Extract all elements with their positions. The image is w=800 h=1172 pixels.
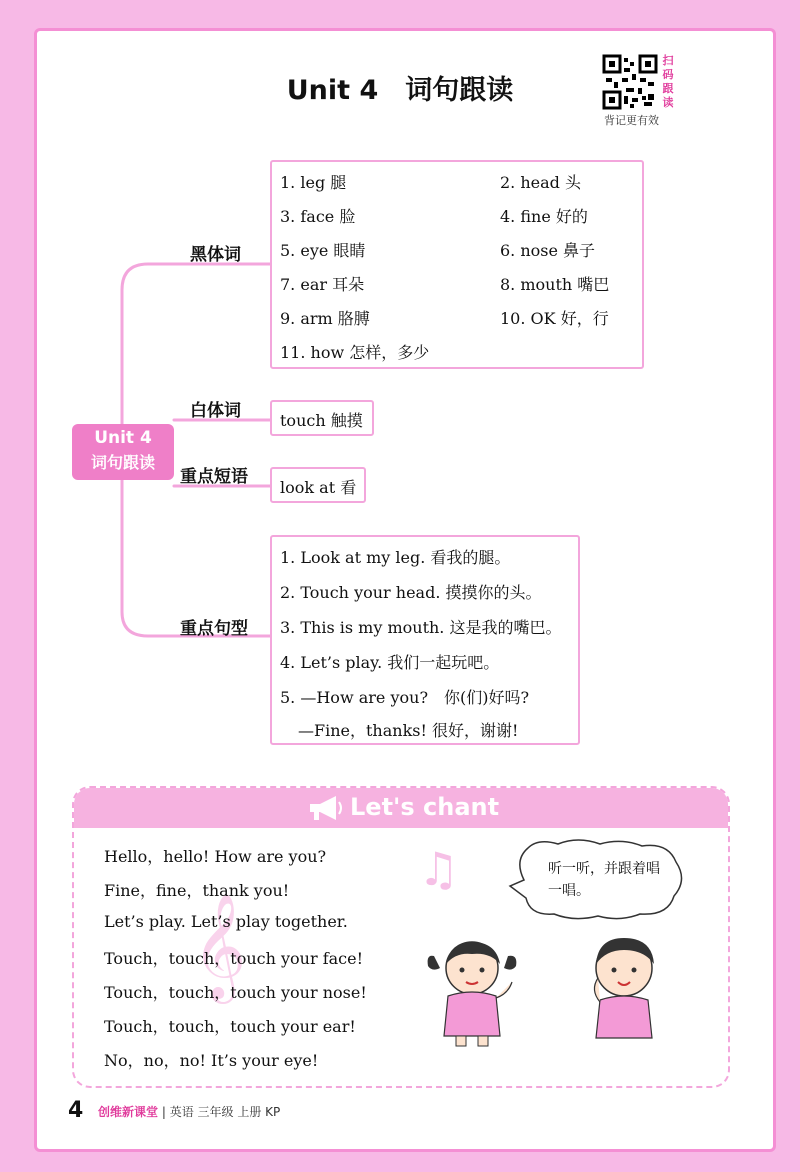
phrases-box xyxy=(270,467,366,503)
chant-line: No，no，no! It’s your eye! xyxy=(104,1051,319,1070)
chant-line: Touch，touch，touch your face! xyxy=(104,949,364,968)
footer-info xyxy=(98,1103,280,1120)
chant-line: Touch，touch，touch your ear! xyxy=(104,1017,356,1036)
word-item: 8. mouth 嘴巴 xyxy=(500,275,610,294)
chant-line: Fine，fine，thank you! xyxy=(104,881,290,900)
unit-badge xyxy=(72,424,174,480)
bold-words-box xyxy=(270,160,644,369)
boy-illustration xyxy=(580,930,670,1040)
chant-header xyxy=(74,788,728,828)
word-item: 10. OK 好，行 xyxy=(500,309,609,328)
footer-details: | 英语 三年级 上册 KP xyxy=(161,1105,281,1119)
speech-bubble-text: 听一听，并跟着唱一唱。 xyxy=(548,861,660,899)
chant-line: Hello，hello! How are you? xyxy=(104,847,327,866)
qr-label-char: 跟 xyxy=(662,82,674,95)
unit-badge-title: Unit 4 xyxy=(94,428,152,448)
page-number: 4 xyxy=(68,1098,84,1123)
qr-label-char: 扫 xyxy=(662,54,674,67)
word-item: 4. fine 好的 xyxy=(500,207,588,226)
phrase-item: look at 看 xyxy=(280,478,357,497)
word-item: 2. head 头 xyxy=(500,173,581,192)
qr-label-char: 读 xyxy=(662,96,674,109)
chant-line: Touch，touch，touch your nose! xyxy=(104,983,367,1002)
word-item: 7. ear 耳朵 xyxy=(280,275,365,294)
chant-title: Let's chant xyxy=(350,793,500,821)
sentence-item: 5. —How are you? 你(们)好吗? xyxy=(280,688,530,707)
megaphone-icon xyxy=(306,794,344,822)
branch-label-plain-words: 白体词 xyxy=(190,401,241,421)
word-item: touch 触摸 xyxy=(280,411,363,430)
branch-label-sentences: 重点句型 xyxy=(180,619,248,639)
branch-label-phrases: 重点短语 xyxy=(180,467,248,487)
chant-line: Let’s play. Let’s play together. xyxy=(104,912,348,931)
footer-brand: 创维新课堂 xyxy=(98,1105,159,1119)
qr-label-char: 码 xyxy=(662,68,674,81)
sentence-item: —Fine，thanks! 很好，谢谢! xyxy=(298,721,519,740)
sentence-item: 4. Let’s play. 我们一起玩吧。 xyxy=(280,653,500,672)
girl-illustration xyxy=(424,936,524,1048)
word-item: 5. eye 眼睛 xyxy=(280,241,366,260)
word-item: 3. face 脸 xyxy=(280,207,356,226)
unit-badge-subtitle: 词句跟读 xyxy=(90,453,155,472)
plain-words-box xyxy=(270,400,374,436)
sentence-item: 1. Look at my leg. 看我的腿。 xyxy=(280,548,511,567)
music-note-icon: ♫ xyxy=(418,842,460,896)
qr-note: 背记更有效 xyxy=(604,114,659,127)
sentence-item: 3. This is my mouth. 这是我的嘴巴。 xyxy=(280,618,562,637)
sentences-box xyxy=(270,535,580,745)
treble-clef-icon: 𝄞 xyxy=(192,892,247,999)
sentence-item: 2. Touch your head. 摸摸你的头。 xyxy=(280,583,542,602)
word-item: 1. leg 腿 xyxy=(280,173,347,192)
word-item: 6. nose 鼻子 xyxy=(500,241,596,260)
word-item: 9. arm 胳膊 xyxy=(280,309,370,328)
branch-label-bold-words: 黑体词 xyxy=(190,245,241,265)
word-item: 11. how 怎样，多少 xyxy=(280,343,430,362)
page-title: Unit 4 词句跟读 xyxy=(286,75,514,106)
